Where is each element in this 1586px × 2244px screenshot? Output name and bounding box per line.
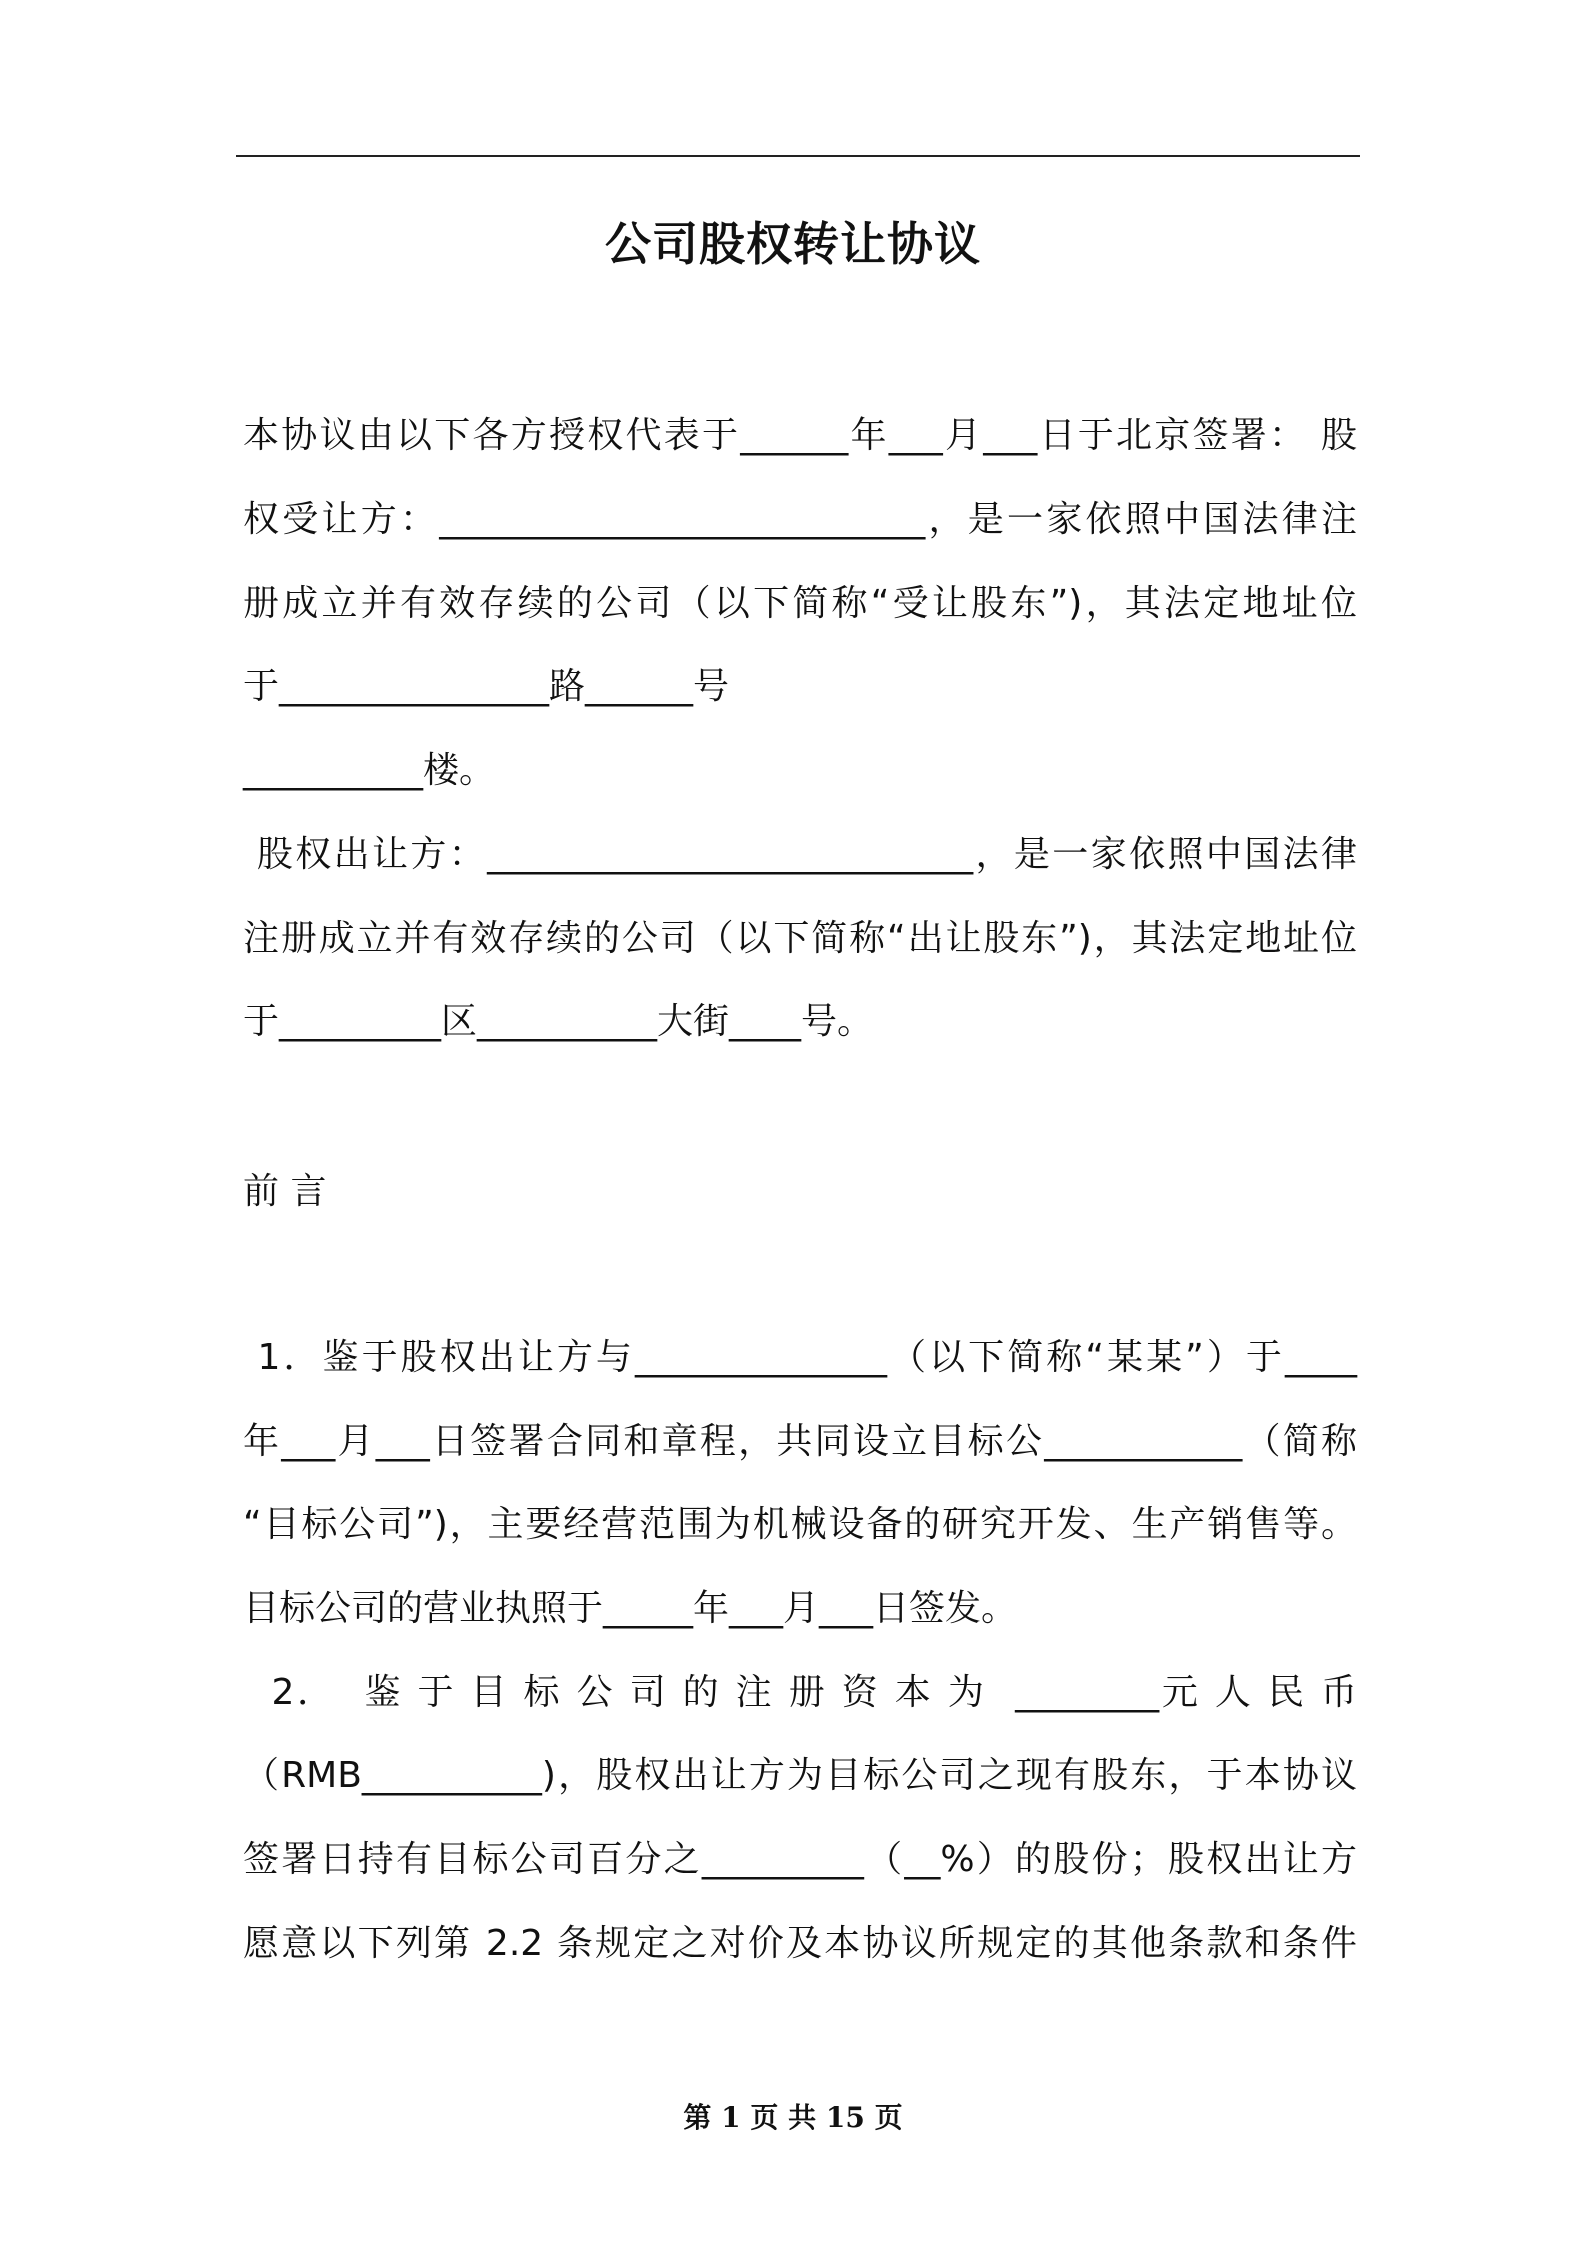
paragraph-line: 年___月___日签署合同和章程，共同设立目标公___________（简称: [243, 1421, 1357, 1462]
paragraph-line: 册成立并有效存续的公司（以下简称“受让股东”)，其法定地址位: [243, 583, 1357, 624]
page-indicator: 第 1 页 共 15 页: [683, 2101, 903, 2134]
paragraph-line: 权受让方：___________________________，是一家依照中国法律注: [243, 499, 1357, 540]
paragraph-line: 愿意以下列第 2.2 条规定之对价及本协议所规定的其他条款和条件: [243, 1923, 1357, 1964]
paragraph-line: 2． 鉴 于 目 标 公 司 的 注 册 资 本 为 ________元 人 民 币: [243, 1672, 1357, 1713]
paragraph-line: “目标公司”)，主要经营范围为机械设备的研究开发、生产销售等。: [243, 1504, 1357, 1545]
paragraph-line: 于_______________路______号: [243, 666, 729, 707]
paragraph-line: 注册成立并有效存续的公司（以下简称“出让股东”)，其法定地址位: [243, 918, 1357, 959]
paragraph-line: __________楼。: [243, 750, 496, 791]
paragraph-line: 签署日持有目标公司百分之_________（__%）的股份；股权出让方: [243, 1839, 1357, 1880]
paragraph-line: 目标公司的营业执照于_____年___月___日签发。: [243, 1588, 1018, 1629]
paragraph-line: 股权出让方：___________________________，是一家依照中国法律: [243, 834, 1357, 875]
paragraph-line: 于_________区__________大街____号。: [243, 1001, 873, 1042]
document-title: 公司股权转让协议: [605, 217, 981, 271]
paragraph-line: （RMB__________)，股权出让方为目标公司之现有股东，于本协议: [243, 1755, 1357, 1796]
section-heading-preface: 前 言: [243, 1171, 327, 1212]
paragraph-line: 1．鉴于股权出让方与______________（以下简称“某某”）于____: [243, 1337, 1357, 1378]
paragraph-line: 本协议由以下各方授权代表于______年___月___日于北京签署： 股: [243, 415, 1357, 456]
header-rule: [236, 155, 1360, 157]
